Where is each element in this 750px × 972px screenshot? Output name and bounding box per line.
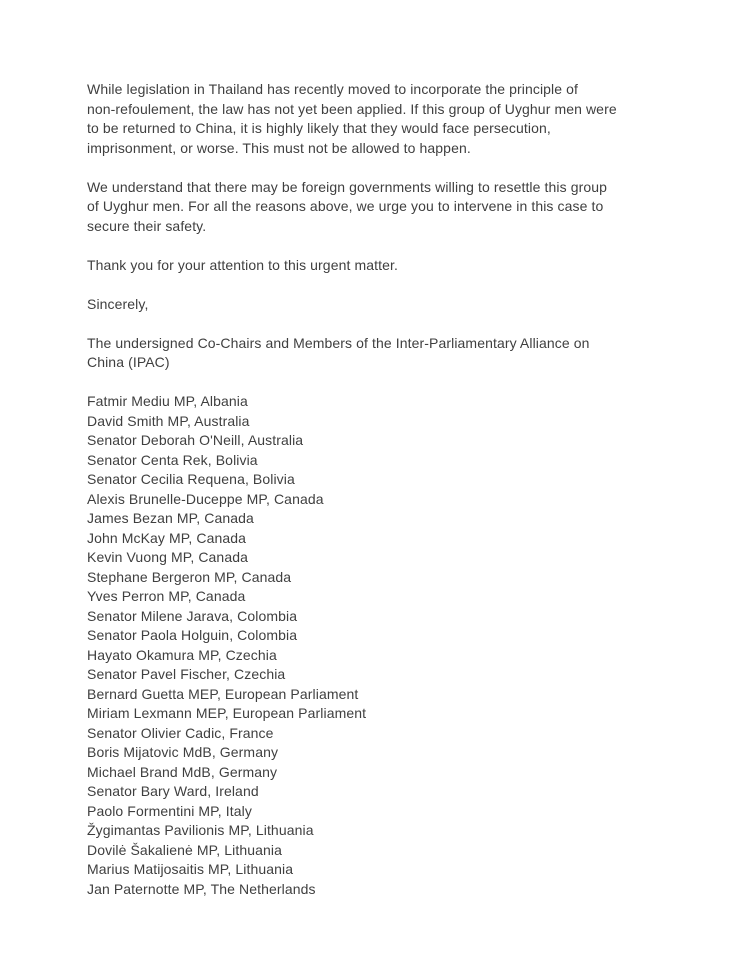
text-line: Thank you for your attention to this urgent matter. bbox=[87, 256, 398, 273]
text-line: of Uyghur men. For all the reasons above, we urge you to intervene in this case to bbox=[87, 198, 604, 214]
signatory-line: Dovilė Šakalienė MP, Lithuania bbox=[87, 841, 282, 858]
signatory-line: Senator Centa Rek, Bolivia bbox=[87, 451, 258, 468]
text-line: The undersigned Co-Chairs and Members of the Inter-Parliamentary Alliance on bbox=[87, 334, 590, 351]
signatory-line: Stephane Bergeron MP, Canada bbox=[87, 568, 292, 585]
signatory-line: Bernard Guetta MEP, European Parliament bbox=[87, 685, 359, 702]
signatory-line: David Smith MP, Australia bbox=[87, 412, 250, 429]
signatory-line: Kevin Vuong MP, Canada bbox=[87, 549, 248, 565]
paragraph bbox=[87, 334, 707, 373]
signatory-line: Jan Paternotte MP, The Netherlands bbox=[87, 880, 316, 897]
paragraph bbox=[87, 295, 707, 315]
signatory-list bbox=[87, 392, 707, 899]
text-line: non-refoulement, the law has not yet been applied. If this group of Uyghur men were bbox=[87, 100, 617, 117]
text-line: secure their safety. bbox=[87, 217, 207, 234]
signatory-line: Žygimantas Pavilionis MP, Lithuania bbox=[87, 822, 314, 838]
signatory-line: Senator Pavel Fischer, Czechia bbox=[87, 666, 286, 682]
letter-content bbox=[87, 80, 707, 899]
signatory-line: John McKay MP, Canada bbox=[87, 529, 247, 546]
signatory-line: Senator Paola Holguin, Colombia bbox=[87, 627, 298, 643]
signatory-line: Boris Mijatovic MdB, Germany bbox=[87, 744, 279, 760]
text-line: While legislation in Thailand has recently moved to incorporate the principle of bbox=[87, 81, 579, 97]
signatory-line: Senator Cecilia Requena, Bolivia bbox=[87, 471, 295, 487]
signatory-line: Fatmir Mediu MP, Albania bbox=[87, 393, 248, 409]
signatory-line: James Bezan MP, Canada bbox=[87, 510, 254, 526]
signatory-line: Michael Brand MdB, Germany bbox=[87, 763, 278, 780]
signatory-line: Senator Milene Jarava, Colombia bbox=[87, 607, 298, 624]
letter-body bbox=[87, 80, 707, 373]
signatory-line: Paolo Formentini MP, Italy bbox=[87, 802, 252, 819]
paragraph bbox=[87, 178, 707, 237]
text-line: to be returned to China, it is highly likely that they would face persecution, bbox=[87, 120, 551, 136]
signatory-line: Yves Perron MP, Canada bbox=[87, 588, 246, 604]
signatory-line: Hayato Okamura MP, Czechia bbox=[87, 646, 277, 663]
text-line: Sincerely, bbox=[87, 295, 149, 312]
signatory-line: Senator Olivier Cadic, France bbox=[87, 724, 274, 741]
paragraph bbox=[87, 256, 707, 276]
text-line: imprisonment, or worse. This must not be allowed to happen. bbox=[87, 139, 471, 156]
text-line: We understand that there may be foreign governments willing to resettle this group bbox=[87, 178, 607, 195]
signatory-line: Miriam Lexmann MEP, European Parliament bbox=[87, 705, 367, 721]
text-line: China (IPAC) bbox=[87, 354, 170, 370]
signatory-line: Senator Deborah O'Neill, Australia bbox=[87, 432, 304, 448]
paragraph bbox=[87, 80, 707, 158]
signatory-line: Marius Matijosaitis MP, Lithuania bbox=[87, 861, 294, 877]
signatory-line: Alexis Brunelle-Duceppe MP, Canada bbox=[87, 490, 324, 507]
signatory-line: Senator Bary Ward, Ireland bbox=[87, 783, 259, 799]
